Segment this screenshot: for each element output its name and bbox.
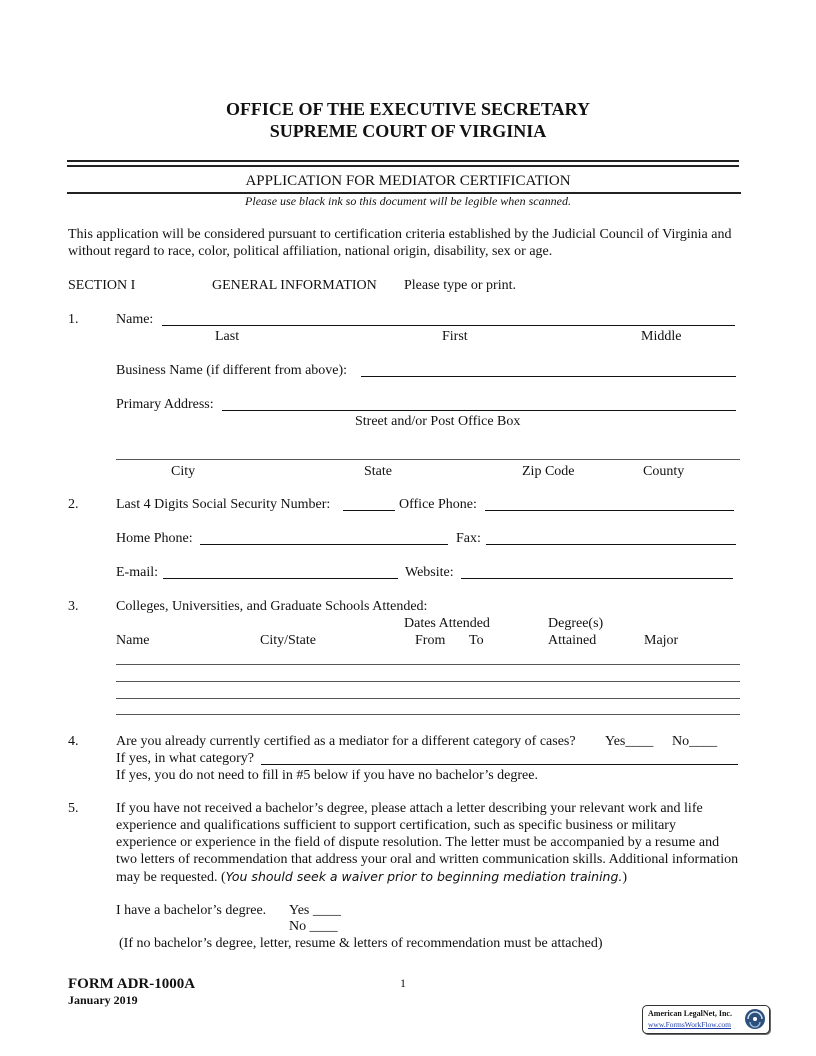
last-caption: Last <box>215 329 240 344</box>
form-date: January 2019 <box>68 993 138 1007</box>
form-id: FORM ADR-1000A <box>68 976 196 992</box>
col-to-header: To <box>469 633 484 648</box>
certified-yes[interactable]: Yes____ <box>605 734 654 749</box>
q5-close: ) <box>622 870 628 885</box>
state-caption: State <box>364 464 392 479</box>
double-rule-top <box>67 160 739 162</box>
vendor-url[interactable]: www.FormsWorkFlow.com <box>648 1020 732 1029</box>
globe-icon <box>744 1008 766 1030</box>
email-field[interactable] <box>163 578 398 579</box>
waiver-note: You should seek a waiver prior to beginning mediation training. <box>225 869 623 884</box>
category-label: If yes, in what category? <box>116 751 254 766</box>
school-row-2[interactable] <box>116 681 740 682</box>
degree-yes[interactable]: Yes ____ <box>289 903 341 918</box>
degree-no[interactable]: No ____ <box>289 919 338 934</box>
header-line-2: SUPREME COURT OF VIRGINIA <box>269 121 547 141</box>
page-number: 1 <box>400 976 406 990</box>
q1-number: 1. <box>68 312 79 327</box>
primary-address-field[interactable] <box>222 410 736 411</box>
q5-note: (If no bachelor’s degree, letter, resume & letters of recommendation must be attached) <box>119 936 603 951</box>
city-state-zip-field[interactable] <box>116 459 740 460</box>
business-name-field[interactable] <box>361 376 736 377</box>
website-field[interactable] <box>461 578 733 579</box>
col-attained-header: Attained <box>548 633 597 648</box>
school-row-1[interactable] <box>116 664 740 665</box>
website-label: Website: <box>405 565 454 580</box>
ssn-field[interactable] <box>343 510 395 511</box>
have-degree-label: I have a bachelor’s degree. <box>116 903 267 918</box>
category-field[interactable] <box>261 764 738 765</box>
section-instruction: Please type or print. <box>404 278 516 293</box>
header-line-1: OFFICE OF THE EXECUTIVE SECRETARY <box>225 99 591 119</box>
first-caption: First <box>442 329 468 344</box>
vendor-logo <box>642 1005 770 1034</box>
fax-field[interactable] <box>486 544 736 545</box>
school-row-4[interactable] <box>116 714 740 715</box>
intro-paragraph: This application will be considered pursuant to certification criteria established by the Judicial Council of Virginia and without regard to race, color, political affiliation, national origin, disability, sex or age. <box>68 227 732 259</box>
q5-number: 5. <box>68 801 79 816</box>
schools-label: Colleges, Universities, and Graduate Schools Attended: <box>116 599 428 614</box>
section-name: GENERAL INFORMATION <box>212 278 377 293</box>
ink-note: Please use black ink so this document will be legible when scanned. <box>245 194 571 208</box>
dates-attended-header: Dates Attended <box>404 616 490 631</box>
ssn-label: Last 4 Digits Social Security Number: <box>116 497 331 512</box>
primary-address-label: Primary Address: <box>116 397 214 412</box>
school-row-3[interactable] <box>116 698 740 699</box>
double-rule-bottom <box>67 165 739 167</box>
name-label: Name: <box>116 312 154 327</box>
col-major-header: Major <box>644 633 679 648</box>
home-phone-label: Home Phone: <box>116 531 193 546</box>
business-name-label: Business Name (if different from above): <box>116 363 348 378</box>
county-caption: County <box>643 464 685 479</box>
q5-paragraph <box>116 800 740 886</box>
col-city-state-header: City/State <box>260 633 316 648</box>
col-from-header: From <box>415 633 446 648</box>
fax-label: Fax: <box>456 531 481 546</box>
form-title: APPLICATION FOR MEDIATOR CERTIFICATION <box>245 173 571 189</box>
col-name-header: Name <box>116 633 150 648</box>
degrees-header: Degree(s) <box>548 616 604 631</box>
name-field[interactable] <box>162 325 735 326</box>
street-caption: Street and/or Post Office Box <box>355 414 521 429</box>
home-phone-field[interactable] <box>200 544 448 545</box>
q2-number: 2. <box>68 497 79 512</box>
q5-text: If you have not received a bachelor’s degree, please attach a letter describing your relevant work and life experience and qualifications sufficient to support certification, such as specific business or military experience or experience in the field of dispute resolution. The letter must be accompanied by a resume and two letters of recommendation that address your oral and written communication skills. Additional information may be requested. ( <box>116 801 739 885</box>
office-phone-label: Office Phone: <box>399 497 477 512</box>
office-phone-field[interactable] <box>485 510 734 511</box>
section-number: SECTION I <box>68 278 136 293</box>
city-caption: City <box>171 464 196 479</box>
zip-caption: Zip Code <box>522 464 575 479</box>
certified-no[interactable]: No____ <box>672 734 718 749</box>
email-label: E-mail: <box>116 565 158 580</box>
q4-number: 4. <box>68 734 79 749</box>
middle-caption: Middle <box>641 329 682 344</box>
q3-number: 3. <box>68 599 79 614</box>
q4-note: If yes, you do not need to fill in #5 below if you have no bachelor’s degree. <box>116 768 538 783</box>
certified-question: Are you already currently certified as a mediator for a different category of cases? <box>116 734 576 749</box>
vendor-name: American LegalNet, Inc. <box>648 1009 732 1018</box>
